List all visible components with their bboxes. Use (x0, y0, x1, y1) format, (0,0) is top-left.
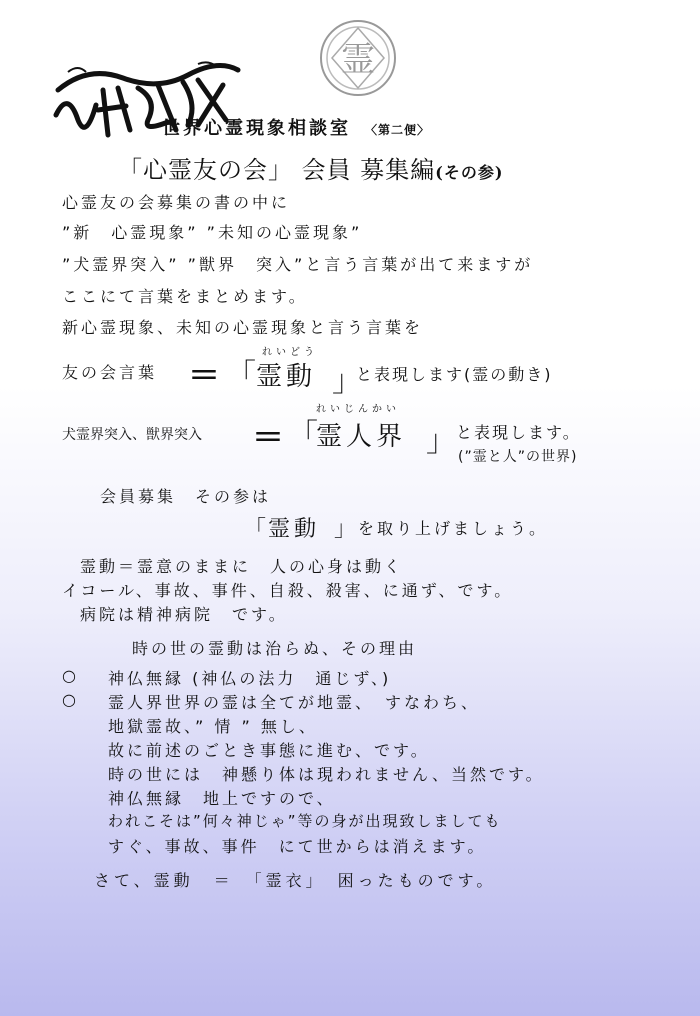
emblem-seal (318, 18, 398, 98)
def1-equals: ＝ (188, 356, 221, 394)
recruit-word: 霊動 (268, 517, 321, 542)
title-note: 〈第二便〉 (365, 123, 431, 137)
page-title (162, 114, 430, 140)
def2-ruby: れいじんかい (316, 404, 400, 415)
subtitle-part: (その参) (435, 163, 504, 182)
def2-left: 犬霊界突入、獣界突入 (62, 427, 202, 443)
continuation-line-1: 地獄霊故、” 情 ” 無し、 (108, 717, 318, 736)
intro-line-5: 新心霊現象、未知の心霊現象と言う言葉を (62, 318, 424, 337)
def2-right: と表現します。 (456, 423, 581, 442)
page-subtitle (118, 150, 503, 185)
def1-open-bracket: 「 (226, 358, 256, 393)
bullet-text-1: 神仏無縁 (神仏の法力 通じず、) (108, 669, 392, 688)
bullet-text-2: 霊人界世界の霊は全てが地霊、 すなわち、 (108, 693, 481, 712)
title-text: 世界心霊現象相談室 (162, 118, 351, 139)
def1-right: と表現します(霊の動き) (356, 365, 553, 384)
recruit-close-bracket: 」 (334, 517, 357, 542)
bullet-mark-2: ○ (62, 690, 79, 709)
def2-open-bracket: 「 (288, 418, 318, 453)
closing-line: さて、霊動 ＝ 「霊衣」 困ったものです。 (94, 871, 497, 890)
def1-close-bracket: 」 (332, 364, 362, 399)
continuation-line-4: 神仏無縁 地上ですので、 (108, 789, 336, 808)
bullet-mark-1: ○ (62, 666, 79, 685)
def1-ruby: れいどう (262, 347, 318, 358)
explain-line-2: イコール、事故、事件、自殺、殺害、に通ず、です。 (62, 581, 514, 600)
intro-line-1: 心霊友の会募集の書の中に (62, 193, 291, 212)
def1-left: 友の会言葉 (62, 363, 158, 382)
def2-note: (”霊と人”の世界) (458, 449, 578, 465)
def2-word: 霊人界 (316, 422, 407, 452)
intro-line-3: ”犬霊界突入” ”獣界 突入”と言う言葉が出て来ますが (62, 255, 534, 274)
continuation-line-3: 時の世には 神懸り体は現われません、当然です。 (108, 765, 545, 784)
intro-line-2: ”新 心霊現象” ”未知の心霊現象” (62, 223, 363, 242)
intro-line-4: ここにて言葉をまとめます。 (62, 287, 308, 306)
recruit-open-bracket: 「 (244, 517, 267, 542)
reason-heading: 時の世の霊動は治らぬ、その理由 (132, 639, 418, 658)
continuation-line-5: われこそは”何々神じゃ”等の身が出現致しましても (108, 812, 502, 830)
def2-close-bracket: 」 (426, 424, 456, 459)
subtitle-text: 「心霊友の会」 会員 募集編 (118, 156, 436, 184)
def2-equals: ＝ (252, 418, 285, 456)
recruit-line: 会員募集 その参は (100, 487, 272, 506)
continuation-line-6: すぐ、事故、事件 にて世からは消えます。 (108, 837, 487, 856)
continuation-line-2: 故に前述のごとき事態に進む、です。 (108, 741, 430, 760)
explain-line-3: 病院は精神病院 です。 (80, 605, 288, 624)
emblem-glyph: 霊 (341, 40, 375, 80)
recruit-rest: を取り上げましょう。 (358, 519, 549, 538)
def1-word: 霊動 (256, 362, 317, 392)
explain-line-1: 霊動＝霊意のままに 人の心身は動く (80, 557, 404, 576)
